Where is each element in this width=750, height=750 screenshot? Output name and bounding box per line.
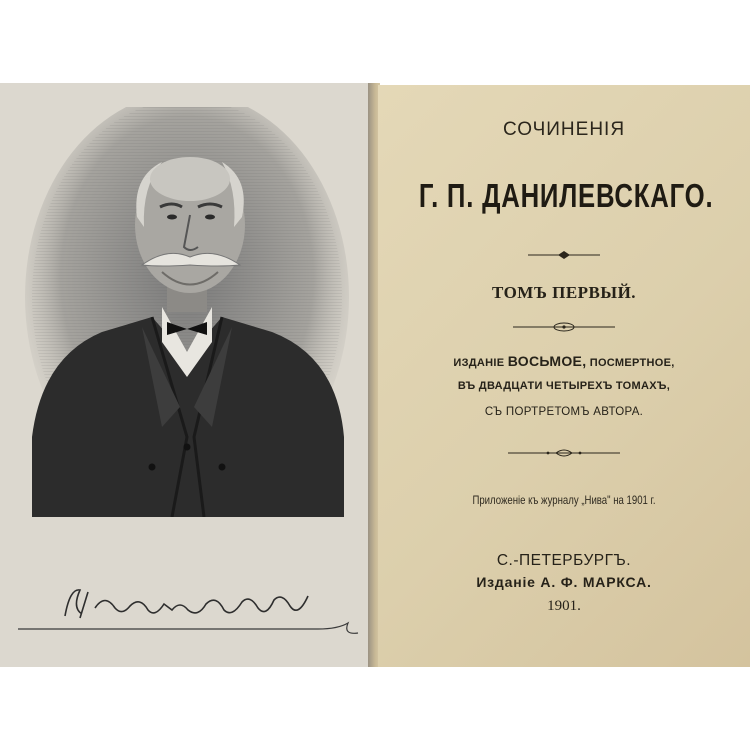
author-name: Г. П. ДАНИЛЕВСКАГО.: [418, 177, 714, 214]
edition-line-3: СЪ ПОРТРЕТОМЪ АВТОРА.: [484, 406, 644, 418]
edition-number: ВОСЬМОЕ,: [507, 353, 587, 369]
volume-title: ТОМЪ ПЕРВЫЙ.: [491, 283, 637, 302]
edition-suffix: ПОСМЕРТНОЕ,: [589, 357, 675, 369]
appendix-note: Приложеніе къ журналу „Нива" на 1901 г.: [472, 493, 656, 507]
publication-year: 1901.: [547, 598, 581, 614]
author-portrait-engraving: [22, 107, 352, 517]
edition-prefix: ИЗДАНІЕ: [453, 357, 505, 369]
publication-city: С.-ПЕТЕРБУРГЪ.: [496, 552, 632, 569]
edition-line-2: ВЪ ДВАДЦАТИ ЧЕТЫРЕХЪ ТОМАХЪ,: [457, 380, 671, 392]
edition-line-1: [378, 353, 750, 369]
ornament-divider-2: [513, 321, 615, 333]
signature-flourish: [18, 621, 368, 641]
publisher-line: Изданіе А. Ф. МАРКСА.: [476, 574, 652, 590]
ornament-divider-3: [508, 447, 620, 459]
ornament-divider-1: [528, 249, 600, 261]
series-title: СОЧИНЕНІЯ: [502, 119, 626, 140]
title-page: [378, 85, 750, 667]
portrait-plate-page: [0, 83, 373, 667]
